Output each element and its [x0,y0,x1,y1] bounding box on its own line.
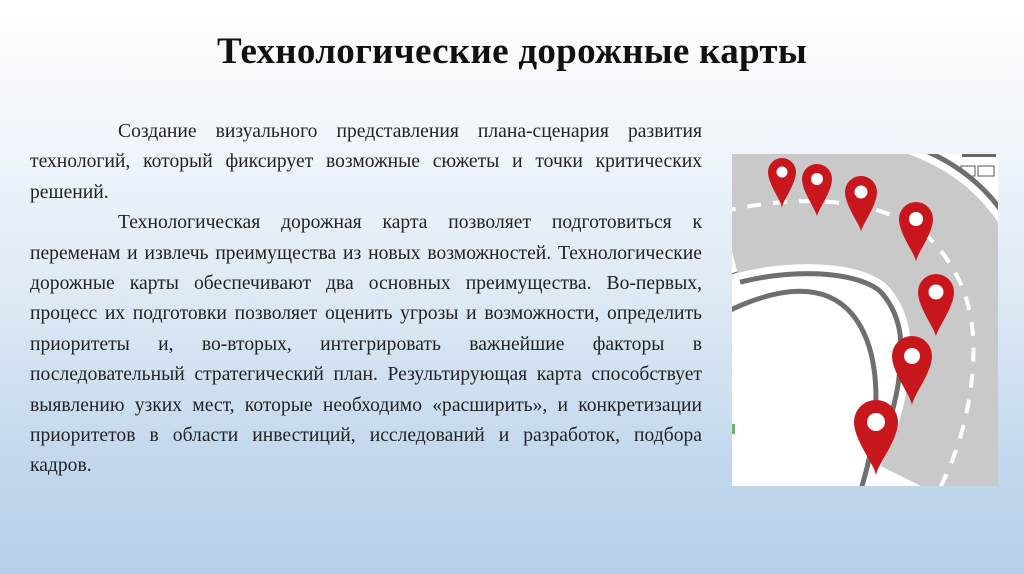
paragraph-2: Технологическая дорожная карта позволяет подготовиться к переменам и извлечь преимущества из новых возможностей. Технологические дорожные карты обеспечивают два основных преимущества. Во-первых, процесс их подготовки позволяет оценить угрозы и возможности, определить приоритеты и, во-вторых, интегрировать важнейшие факторы в последовательный стратегический план. Результирующая карта способствует выявлению узких мест, которые необходимо «расширить», и конкретизации приоритетов в области инвестиций, исследований и разработок, подбора кадров. [30,212,702,477]
paragraph-1: Создание визуального представления плана-сценария развития технологий, который фиксирует возможные сюжеты и точки критических решений. [30,121,702,203]
road-svg [732,154,998,486]
road-map-illustration [732,154,998,486]
slide-title: Технологические дорожные карты [216,31,808,72]
slide-body [30,117,702,482]
